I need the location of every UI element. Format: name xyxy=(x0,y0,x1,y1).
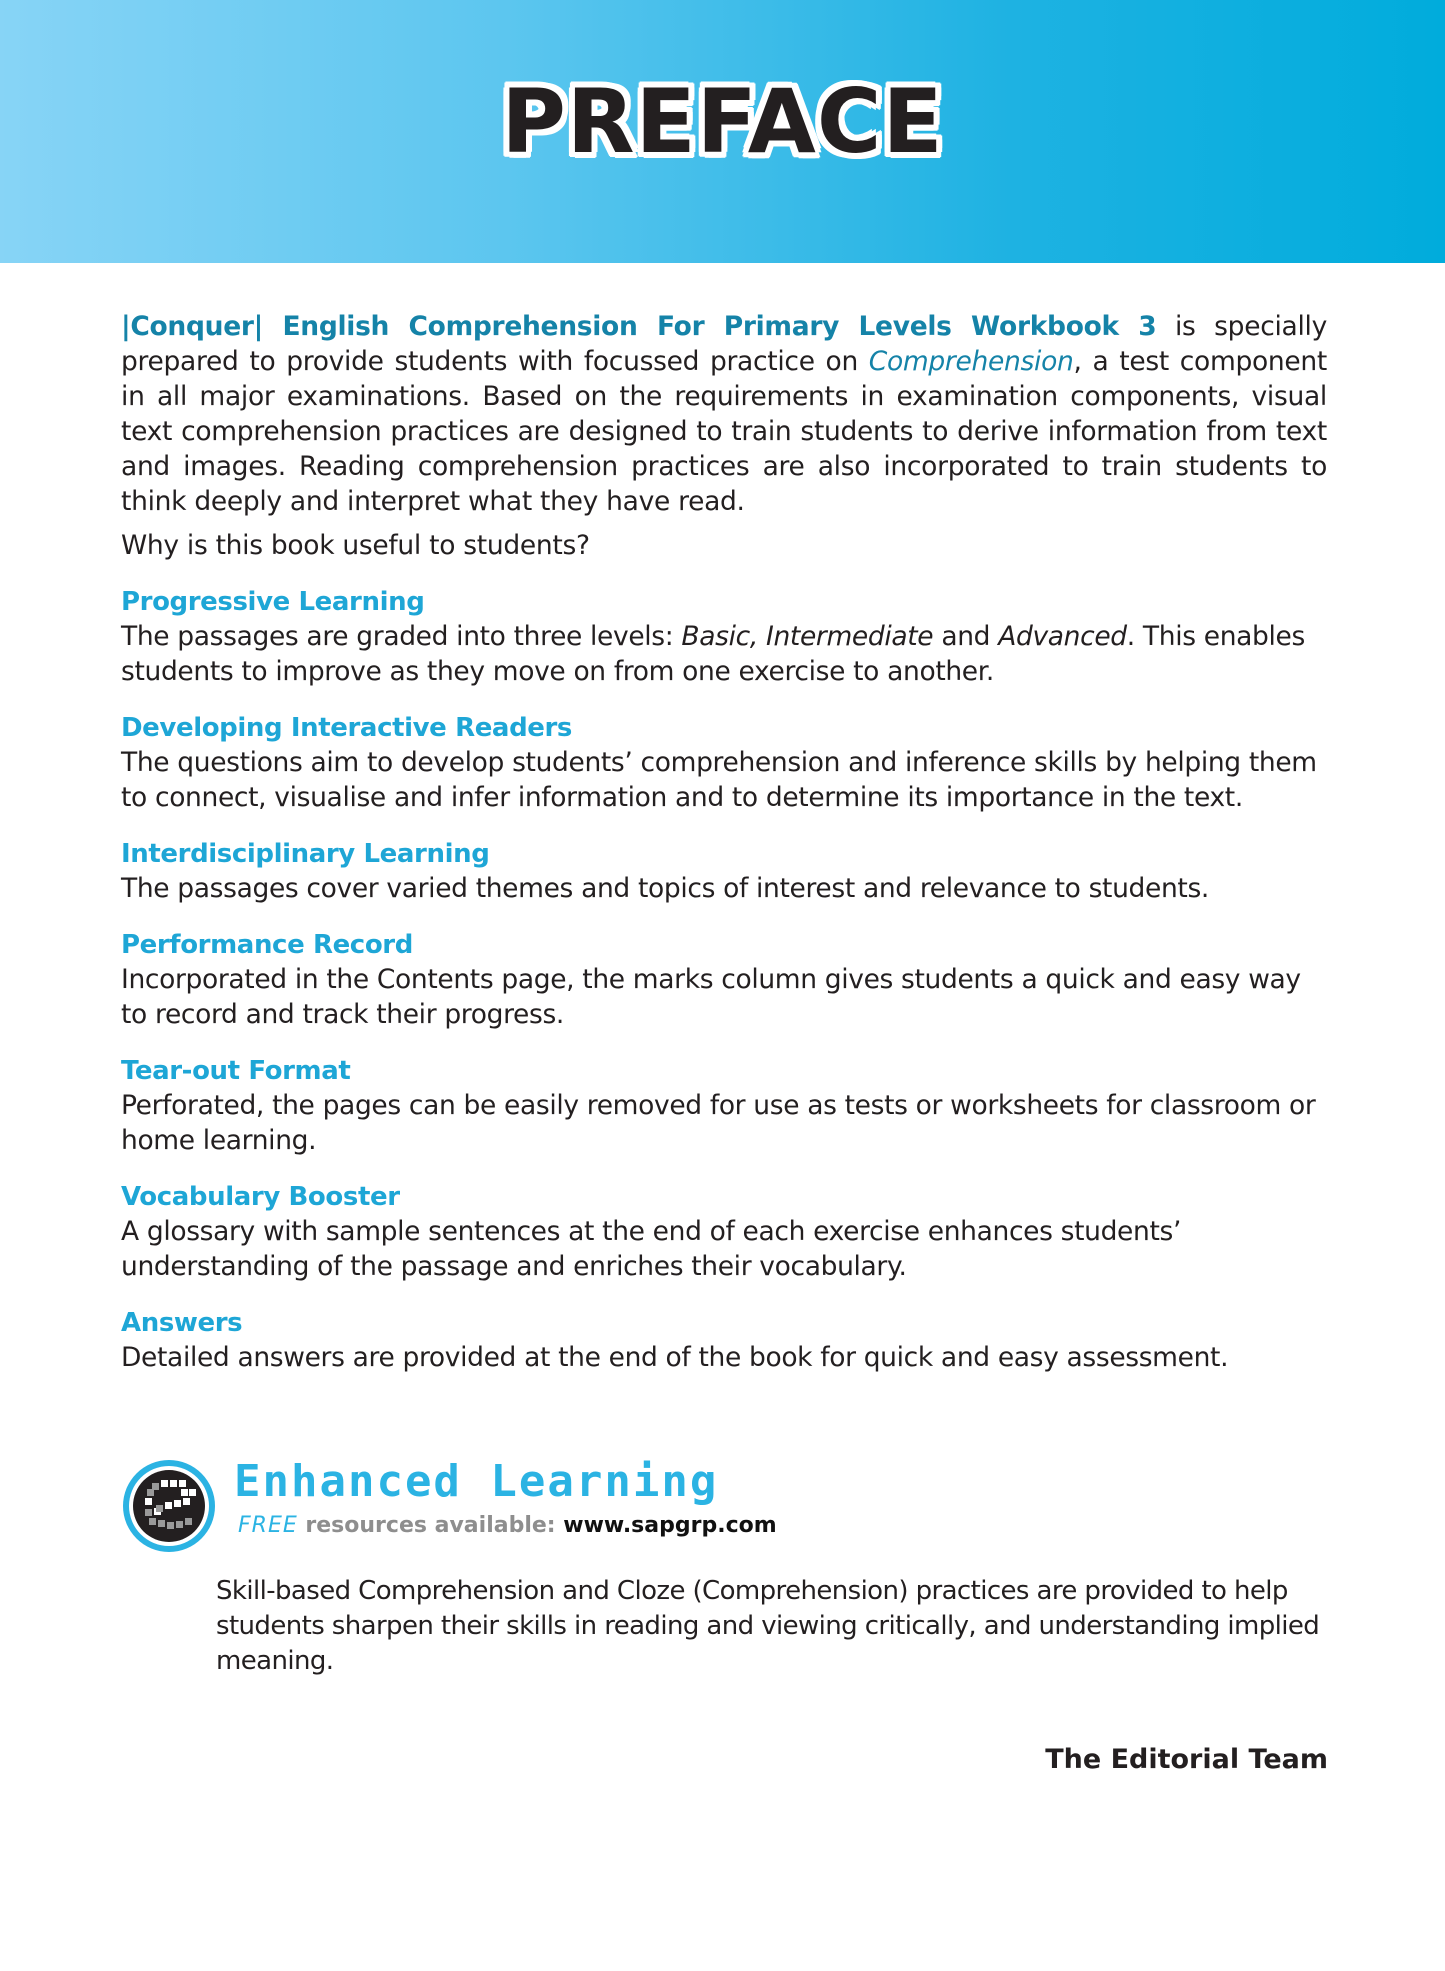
section-body: A glossary with sample sentences at the end of each exercise enhances students’ understanding of the passage and enriches their vocabulary. xyxy=(121,1216,1182,1282)
signature: The Editorial Team xyxy=(1045,1744,1328,1775)
free-label: FREE xyxy=(238,1513,298,1538)
enhanced-learning-banner xyxy=(121,1458,821,1558)
enhanced-learning-logo-icon xyxy=(121,1458,217,1554)
website-link[interactable]: www.sapgrp.com xyxy=(563,1513,777,1538)
section-body: The questions aim to develop students’ comprehension and inference skills by helping them to connect, visualise and infer information and to determine its importance in the text. xyxy=(121,747,1317,813)
intro-text-2: , a test component in all major examinations. Based on the requirements in examination components, visual text comprehension practices are designed to train students to derive information from text and images. Reading comprehension practices are also incorporated to train students to think deeply and interpret what they have read. xyxy=(121,346,1327,517)
free-resources-line xyxy=(238,1511,777,1541)
section-body xyxy=(121,619,1327,689)
section-body: The passages cover varied themes and topics of interest and relevance to students. xyxy=(121,873,1209,904)
section-heading: Vocabulary Booster xyxy=(121,1182,400,1212)
preface-content xyxy=(121,309,1327,1375)
section-vocabulary-booster xyxy=(121,1181,1327,1284)
intro-paragraph xyxy=(121,309,1327,519)
enhanced-learning-title: Enhanced Learning xyxy=(234,1456,719,1507)
section-tear-out-format xyxy=(121,1055,1327,1158)
body-text: The passages are graded into three levels: xyxy=(121,621,682,652)
page-title: PREFACE xyxy=(501,70,944,173)
section-interdisciplinary-learning xyxy=(121,838,1327,906)
section-progressive-learning xyxy=(121,586,1327,689)
section-heading: Progressive Learning xyxy=(121,587,425,617)
level-advanced: Advanced xyxy=(998,621,1127,652)
resources-label: resources available: xyxy=(297,1513,564,1538)
separator: and xyxy=(933,621,999,652)
section-heading: Developing Interactive Readers xyxy=(121,713,573,743)
section-heading: Answers xyxy=(121,1308,243,1338)
separator: , xyxy=(749,621,766,652)
section-heading: Performance Record xyxy=(121,930,413,960)
level-basic: Basic xyxy=(681,621,750,652)
section-body: Incorporated in the Contents page, the marks column gives students a quick and easy way to record and track their progress. xyxy=(121,964,1301,1030)
question-text: Why is this book useful to students? xyxy=(121,530,590,561)
intro-text-1: is specially prepared to provide students with focussed practice on xyxy=(121,311,1327,377)
header-banner xyxy=(0,0,1445,263)
section-heading: Tear-out Format xyxy=(121,1056,351,1086)
section-performance-record xyxy=(121,929,1327,1032)
book-title: |Conquer| English Comprehension For Primary Levels Workbook 3 xyxy=(121,311,1157,342)
level-intermediate: Intermediate xyxy=(766,621,934,652)
section-body: Perforated, the pages can be easily removed for use as tests or worksheets for classroom or home learning. xyxy=(121,1090,1316,1156)
enhanced-learning-description: Skill-based Comprehension and Cloze (Comprehension) practices are provided to help students sharpen their skills in reading and viewing critically, and understanding implied meaning. xyxy=(216,1576,1320,1676)
section-developing-interactive-readers xyxy=(121,712,1327,815)
section-answers xyxy=(121,1307,1327,1375)
body-text: . This enables students to improve as they move on from one exercise to another. xyxy=(121,621,1305,687)
section-body: Detailed answers are provided at the end of the book for quick and easy assessment. xyxy=(121,1342,1229,1373)
intro-emphasis: Comprehension xyxy=(868,346,1074,377)
section-heading: Interdisciplinary Learning xyxy=(121,839,490,869)
